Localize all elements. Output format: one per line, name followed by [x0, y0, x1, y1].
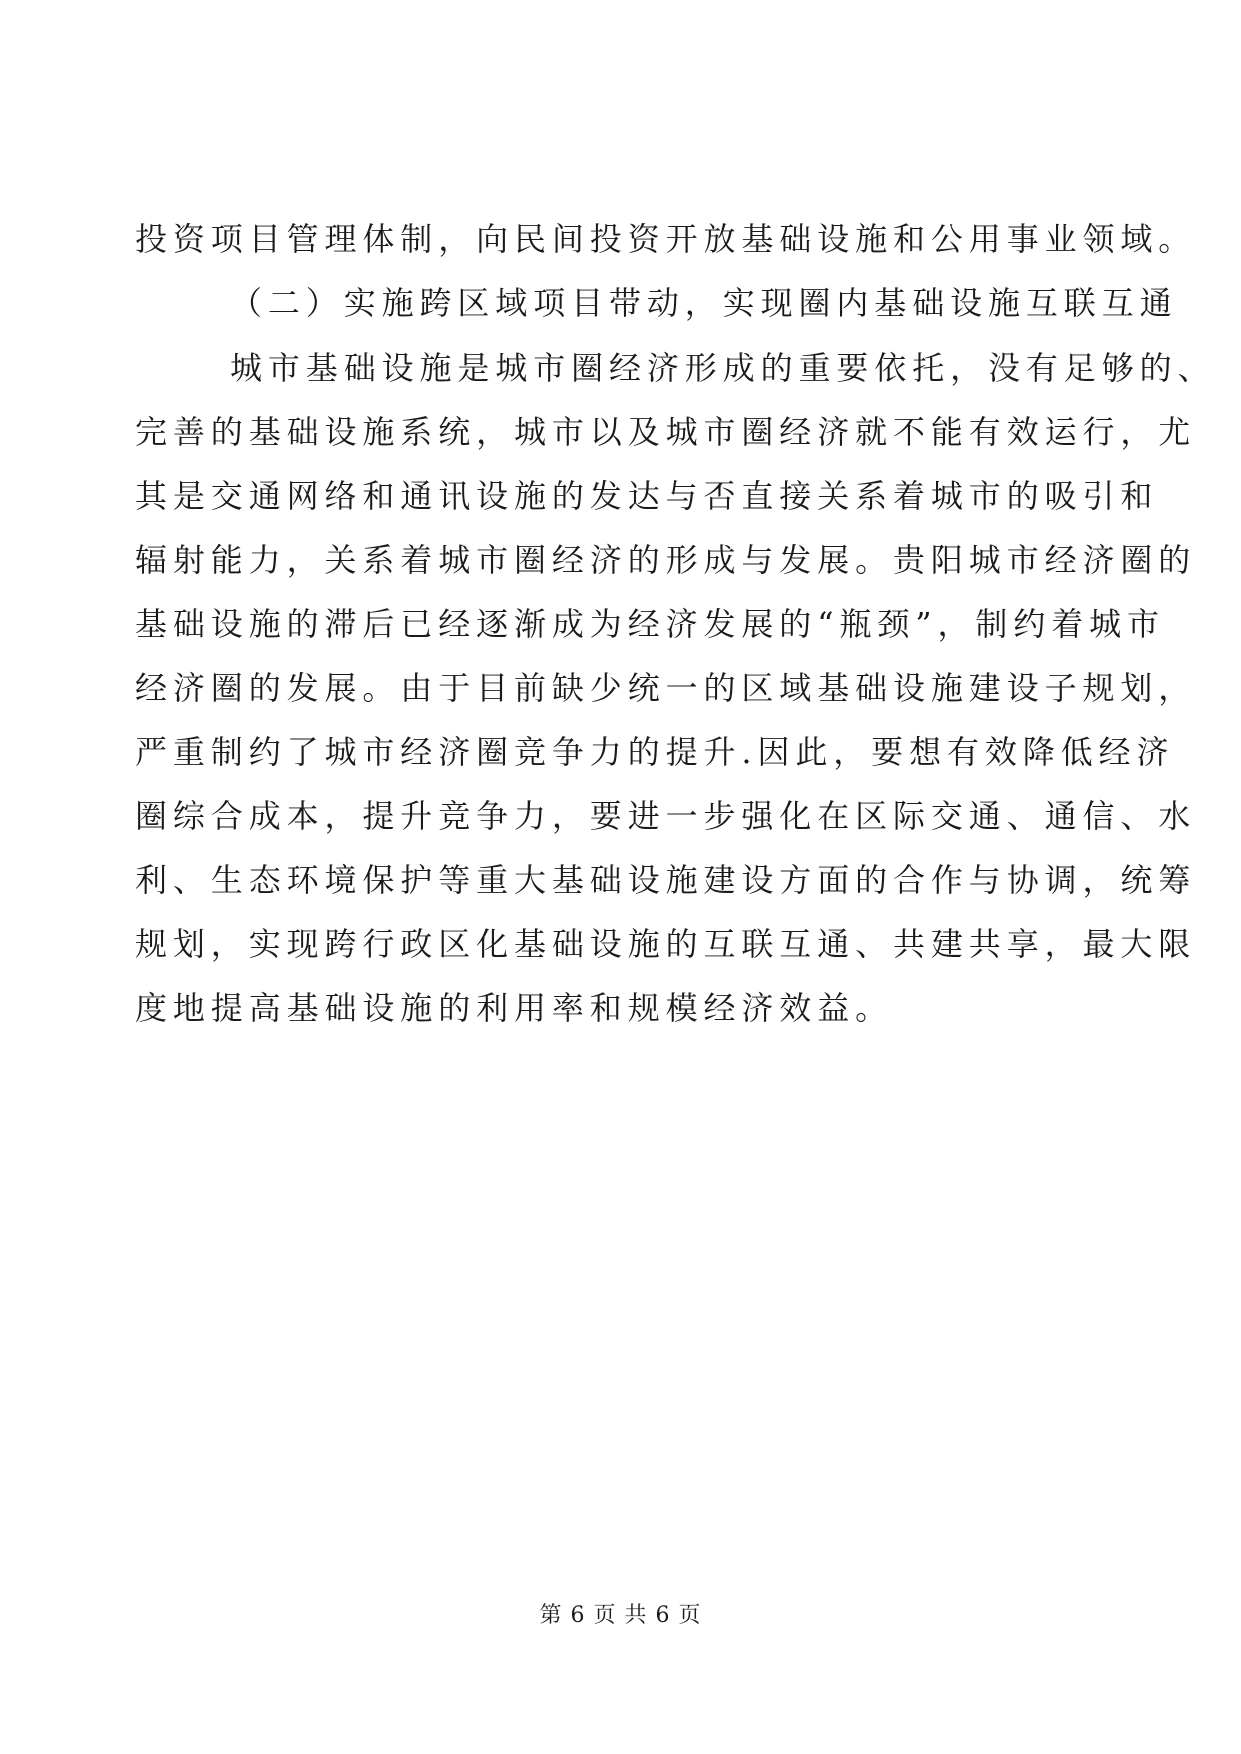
- text-line: 辐射能力，关系着城市圈经济的形成与发展。贵阳城市经济圈的: [135, 541, 1197, 579]
- text-line: 度地提高基础设施的利用率和规模经济效益。: [135, 989, 894, 1027]
- text-line: 其是交通网络和通讯设施的发达与否直接关系着城市的吸引和: [135, 477, 1159, 515]
- section-heading: （二）实施跨区域项目带动，实现圈内基础设施互联互通: [230, 284, 1178, 322]
- text-line: 城市基础设施是城市圈经济形成的重要依托，没有足够的、: [230, 349, 1216, 387]
- text-line: 基础设施的滞后已经逐渐成为经济发展的“瓶颈”，制约着城市: [135, 605, 1165, 643]
- text-line: 经济圈的发展。由于目前缺少统一的区域基础设施建设子规划，: [135, 669, 1197, 707]
- text-line: 严重制约了城市经济圈竞争力的提升.因此，要想有效降低经济: [135, 733, 1175, 771]
- page-number-footer: 第 6 页 共 6 页: [539, 1603, 702, 1628]
- text-line: 投资项目管理体制，向民间投资开放基础设施和公用事业领域。: [135, 220, 1197, 258]
- text-line: 利、生态环境保护等重大基础设施建设方面的合作与协调，统筹: [135, 861, 1197, 899]
- text-line: 规划，实现跨行政区化基础设施的互联互通、共建共享，最大限: [135, 925, 1197, 963]
- text-line: 完善的基础设施系统，城市以及城市圈经济就不能有效运行，尤: [135, 413, 1197, 451]
- text-line: 圈综合成本，提升竞争力，要进一步强化在区际交通、通信、水: [135, 797, 1197, 835]
